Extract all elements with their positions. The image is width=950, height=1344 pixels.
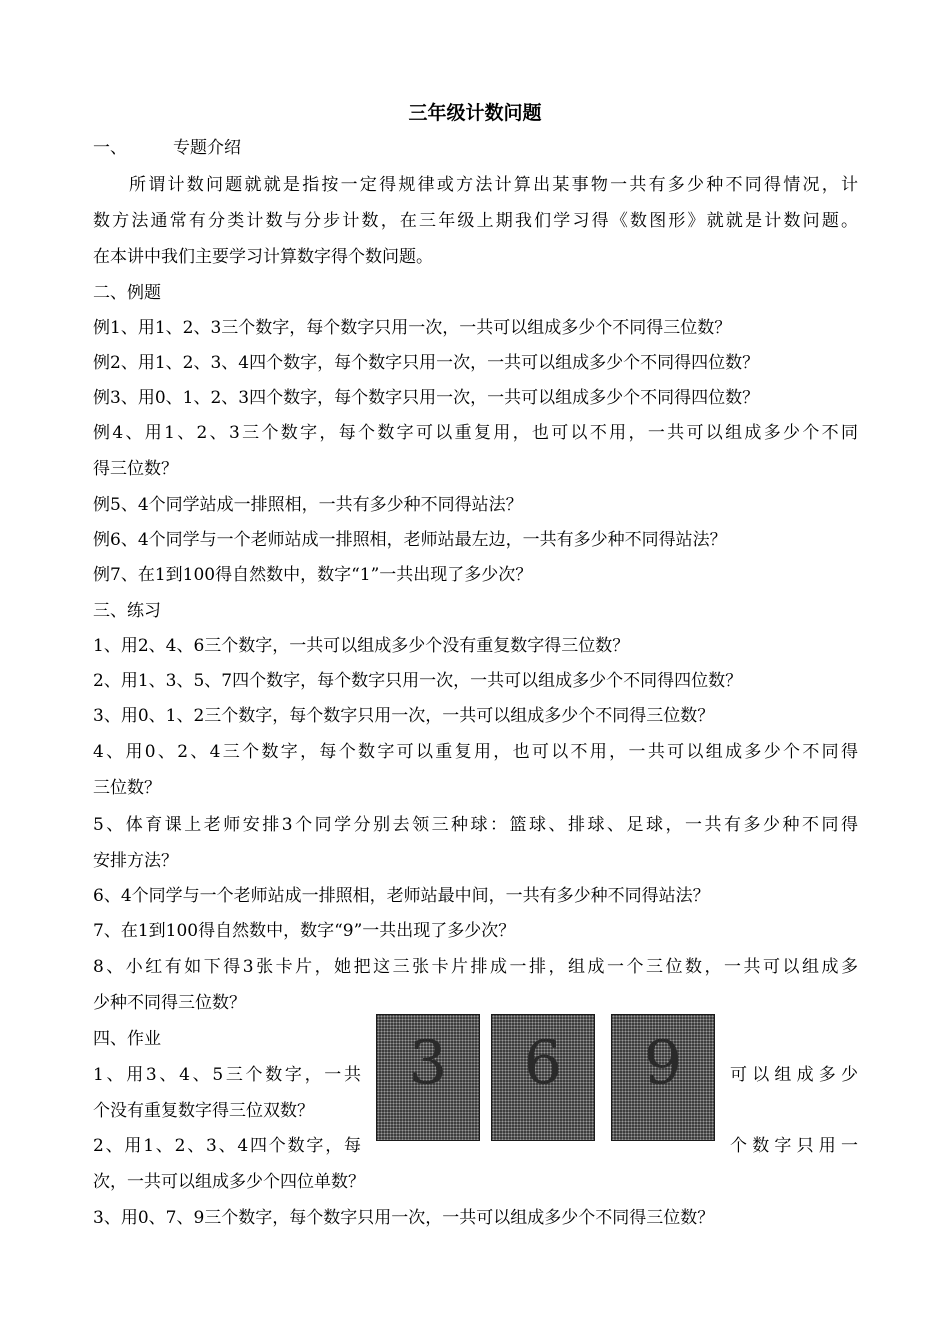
section-4-heading: 四、作业 [93, 1029, 161, 1049]
section-2-heading: 二、例题 [93, 283, 161, 303]
example-5: 例5、4个同学站成一排照相，一共有多少种不同得站法？ [93, 495, 523, 515]
intro-paragraph-line-3: 在本讲中我们主要学习计算数字得个数问题。 [93, 247, 433, 267]
section-3-heading: 三、练习 [93, 601, 161, 621]
number-card-1-digit: 3 [408, 1028, 448, 1098]
number-card-2 [491, 1014, 595, 1141]
section-1-heading [93, 136, 241, 160]
example-3: 例3、用0、1、2、3四个数字，每个数字只用一次，一共可以组成多少个不同得四位数？ [93, 388, 760, 408]
practice-3: 3、用0、1、2三个数字，每个数字只用一次，一共可以组成多少个不同得三位数？ [93, 706, 715, 726]
practice-8-line-2: 少种不同得三位数？ [93, 993, 246, 1013]
example-2: 例2、用1、2、3、4四个数字，每个数字只用一次，一共可以组成多少个不同得四位数？ [93, 353, 760, 373]
homework-2-left: 2、用1、2、3、4四个数字，每 [93, 1136, 361, 1156]
practice-7: 7、在1到100得自然数中，数字“9”一共出现了多少次？ [93, 921, 516, 941]
intro-paragraph-line-1: 所谓计数问题就就是指按一定得规律或方法计算出某事物一共有多少种不同得情况，计 [129, 175, 858, 195]
example-1: 例1、用1、2、3三个数字，每个数字只用一次，一共可以组成多少个不同得三位数？ [93, 318, 732, 338]
homework-1-right: 可以组成多少 [730, 1065, 858, 1085]
homework-2-right: 个数字只用一 [730, 1136, 858, 1156]
example-7: 例7、在1到100得自然数中，数字“1”一共出现了多少次？ [93, 565, 533, 585]
practice-8-line-1: 8、小红有如下得3张卡片，她把这三张卡片排成一排，组成一个三位数，一共可以组成多 [93, 957, 858, 977]
practice-2: 2、用1、3、5、7四个数字，每个数字只用一次，一共可以组成多少个不同得四位数？ [93, 671, 743, 691]
example-6: 例6、4个同学与一个老师站成一排照相，老师站最左边，一共有多少种不同得站法？ [93, 530, 727, 550]
intro-paragraph-line-2: 数方法通常有分类计数与分步计数，在三年级上期我们学习得《数图形》就就是计数问题。 [93, 211, 858, 231]
practice-4-line-2: 三位数？ [93, 778, 161, 798]
number-card-3 [611, 1014, 715, 1141]
practice-4-line-1: 4、用0、2、4三个数字，每个数字可以重复用，也可以不用，一共可以组成多少个不同得 [93, 742, 858, 762]
practice-6: 6、4个同学与一个老师站成一排照相，老师站最中间，一共有多少种不同得站法？ [93, 886, 710, 906]
number-card-3-digit: 9 [643, 1028, 683, 1098]
practice-5-line-2: 安排方法？ [93, 851, 178, 871]
example-4-line-1: 例4、用1、2、3三个数字，每个数字可以重复用，也可以不用，一共可以组成多少个不同 [93, 423, 858, 443]
section-1-title: 专题介绍 [173, 138, 241, 158]
homework-1-left: 1、用3、4、5三个数字，一共 [93, 1065, 361, 1085]
homework-1-line-2: 个没有重复数字得三位双数？ [93, 1101, 314, 1121]
section-1-number: 一、 [93, 138, 127, 158]
practice-5-line-1: 5、体育课上老师安排3个同学分别去领三种球：篮球、排球、足球，一共有多少种不同得 [93, 815, 858, 835]
practice-1: 1、用2、4、6三个数字，一共可以组成多少个没有重复数字得三位数？ [93, 636, 630, 656]
number-card-1 [376, 1014, 480, 1141]
page-title: 三年级计数问题 [408, 102, 542, 124]
number-card-2-digit: 6 [523, 1028, 563, 1098]
example-4-line-2: 得三位数？ [93, 459, 178, 479]
homework-2-line-2: 次，一共可以组成多少个四位单数？ [93, 1172, 365, 1192]
homework-3: 3、用0、7、9三个数字，每个数字只用一次，一共可以组成多少个不同得三位数？ [93, 1208, 715, 1228]
